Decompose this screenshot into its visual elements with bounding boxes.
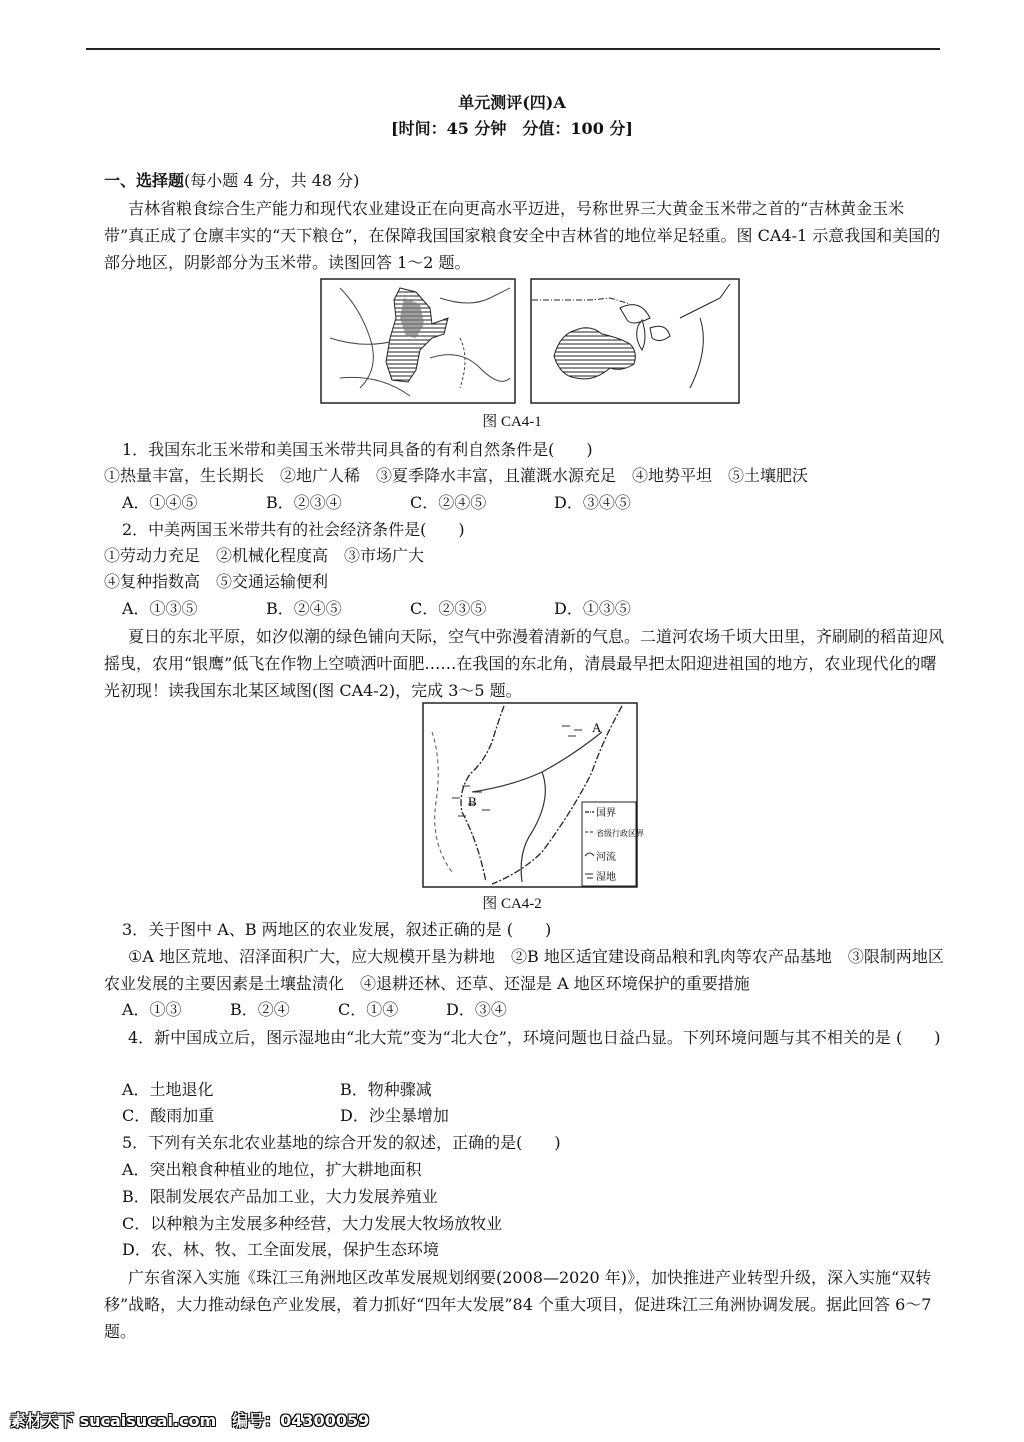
section-heading — [104, 168, 359, 194]
section-heading-note: (每小题 4 分，共 48 分) — [184, 171, 360, 190]
q2-items-1: ①劳动力充足 ②机械化程度高 ③市场广大 — [104, 546, 425, 565]
q4-option-d[interactable]: D．沙尘暴增加 — [340, 1106, 449, 1125]
q1-options — [122, 490, 631, 516]
section-heading-label: 一、选择题 — [104, 171, 185, 190]
q2-option-a[interactable]: A．①③⑤ — [122, 599, 198, 618]
map-label-b: B — [468, 794, 477, 809]
q1-option-c[interactable]: C．②④⑤ — [410, 493, 487, 512]
q4-options-row-1 — [122, 1077, 432, 1103]
top-rule — [86, 48, 940, 50]
passage-3: 广东省深入实施《珠江三角洲地区改革发展规划纲要(2008—2020 年)》，加快推进产业转型升级，深入实施“双转移”战略，大力推动绿色产业发展，着力抓好“四年大发展”84 个重大项目，促进珠江三角洲协调发展。据此回答 6～7 题。 — [104, 1268, 932, 1341]
figure-2-caption: 图 CA4-2 — [482, 896, 542, 912]
q4-stem: 4．新中国成立后，图示湿地由“北大荒”变为“北大仓”，环境问题也日益凸显。下列环境问题与其不相关的是 ( ) — [128, 1028, 941, 1047]
q2-option-c[interactable]: C．②③⑤ — [410, 599, 487, 618]
q1-option-b[interactable]: B．②③④ — [266, 493, 342, 512]
q2-stem: 2．中美两国玉米带共有的社会经济条件是( ) — [122, 520, 465, 539]
q5-option-b[interactable]: B．限制发展农产品加工业，大力发展养殖业 — [122, 1187, 438, 1206]
legend-province: 省级行政区界 — [596, 829, 644, 838]
legend-river: 河流 — [596, 852, 616, 863]
northeast-region-map — [422, 702, 644, 888]
passage-2: 夏日的东北平原，如汐似潮的绿色铺向天际，空气中弥漫着清新的气息。二道河农场千顷大田里，齐刷刷的稻苗迎风摇曳，农用“银鹰”低飞在作物上空喷洒叶面肥……在我国的东北角，清晨最早把太阳迎进祖国的地方，农业现代化的曙光初现！读我国东北某区域图(图 CA4-2)，完成 3～5 题。 — [104, 627, 945, 700]
q3-option-d[interactable]: D．③④ — [446, 1000, 507, 1019]
q1-items: ①热量丰富，生长期长 ②地广人稀 ③夏季降水丰富，且灌溉水源充足 ④地势平坦 ⑤土壤肥沃 — [104, 466, 809, 485]
q2-items-2: ④复种指数高 ⑤交通运输便利 — [104, 572, 329, 591]
q2-options — [122, 596, 631, 622]
q5-option-c[interactable]: C．以种粮为主发展多种经营，大力发展大牧场放牧业 — [122, 1214, 503, 1233]
q3-stem: 3．关于图中 A、B 两地区的农业发展，叙述正确的是 ( ) — [122, 920, 552, 939]
q1-option-d[interactable]: D．③④⑤ — [554, 493, 631, 512]
q3-option-c[interactable]: C．①④ — [338, 1000, 399, 1019]
q3-body: ①A 地区荒地、沼泽面积广大，应大规模开垦为耕地 ②B 地区适宜建设商品粮和乳肉等农产品基地 ③限制两地区农业发展的主要因素是土壤盐渍化 ④退耕还林、还草、还湿是 A 地区环境保护的重要措施 — [104, 947, 944, 993]
passage-1: 吉林省粮食综合生产能力和现代农业建设正在向更高水平迈进，号称世界三大黄金玉米带之首的“吉林黄金玉米带”真正成了仓廪丰实的“天下粮仓”，在保障我国国家粮食安全中吉林省的地位举足轻重。图 CA4-1 示意我国和美国的部分地区，阴影部分为玉米带。读图回答 1～2 题。 — [104, 199, 941, 272]
map-legend — [582, 802, 644, 886]
q4-option-c[interactable]: C．酸雨加重 — [122, 1106, 215, 1125]
q1-stem: 1．我国东北玉米带和美国玉米带共同具备的有利自然条件是( ) — [122, 440, 593, 459]
q1-option-a[interactable]: A．①④⑤ — [122, 493, 198, 512]
q4-options-row-2 — [122, 1103, 449, 1129]
page-subtitle: [时间：45 分钟 分值：100 分] — [391, 119, 633, 138]
page-title: 单元测评(四)A — [458, 93, 566, 112]
china-corn-belt-map — [320, 278, 516, 404]
usa-corn-belt-map — [530, 278, 740, 404]
legend-wetland: 湿地 — [596, 872, 616, 883]
q3-options — [122, 997, 507, 1023]
q3-option-b[interactable]: B．②④ — [230, 1000, 290, 1019]
q4-option-a[interactable]: A．土地退化 — [122, 1080, 214, 1099]
q5-option-d[interactable]: D．农、林、牧、工全面发展，保护生态环境 — [122, 1240, 439, 1259]
watermark: 素材天下 sucaisucai.com 编号：04300059 — [10, 1411, 370, 1430]
legend-border: 国界 — [596, 808, 616, 819]
q4-option-b[interactable]: B．物种骤减 — [340, 1080, 432, 1099]
q2-option-d[interactable]: D．①③⑤ — [554, 599, 631, 618]
q5-option-a[interactable]: A．突出粮食种植业的地位，扩大耕地面积 — [122, 1160, 422, 1179]
map-label-a: A — [592, 720, 602, 735]
q2-option-b[interactable]: B．②④⑤ — [266, 599, 342, 618]
q3-option-a[interactable]: A．①③ — [122, 1000, 182, 1019]
q5-stem: 5．下列有关东北农业基地的综合开发的叙述，正确的是( ) — [122, 1133, 561, 1152]
figure-1-caption: 图 CA4-1 — [482, 414, 542, 430]
